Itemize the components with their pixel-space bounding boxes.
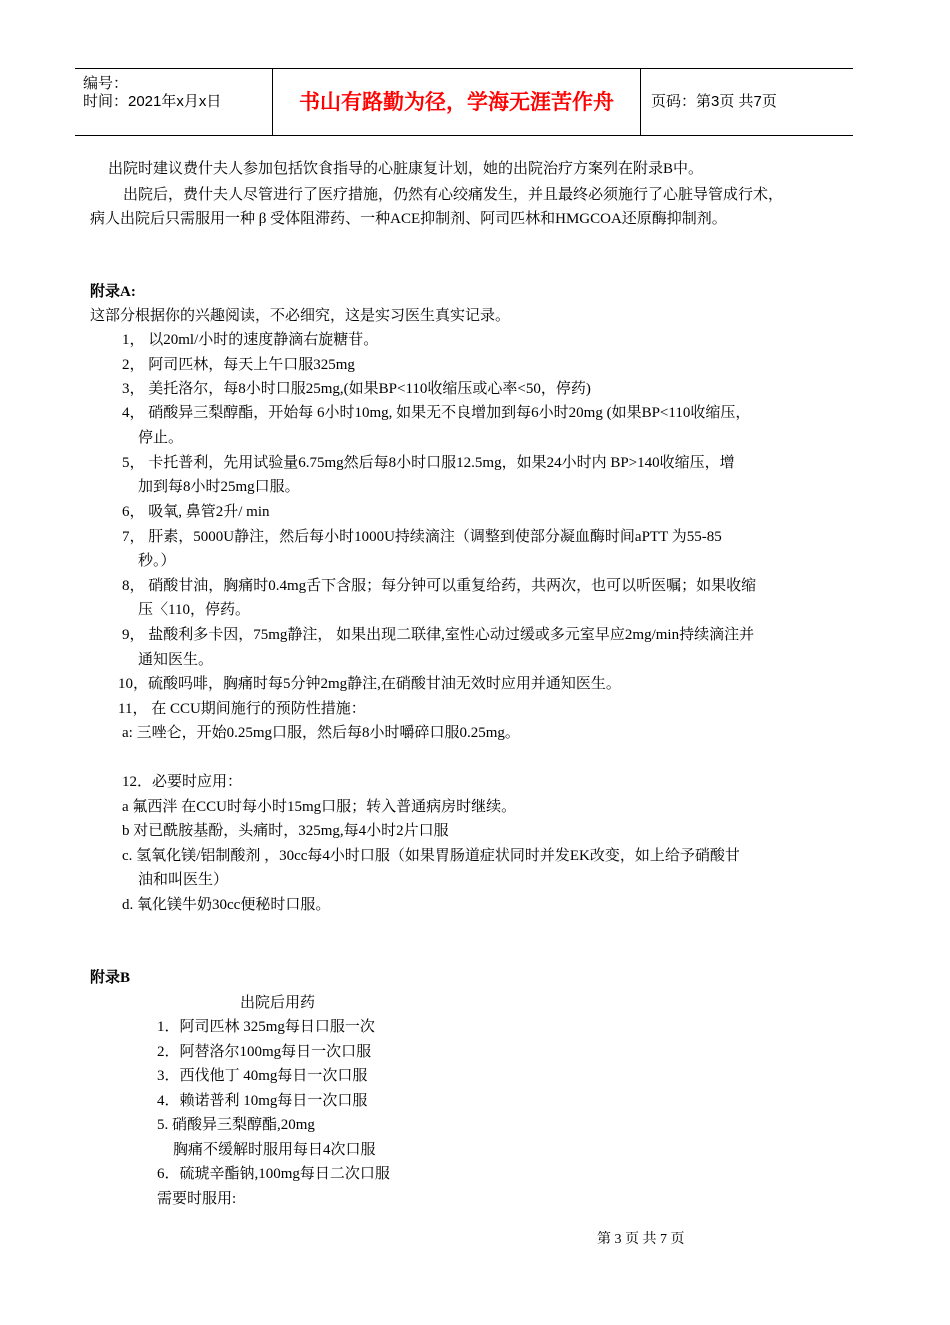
list-item: 5， 卡托普利，先用试验量6.75mg然后每8小时口服12.5mg，如果24小时内 BP>140收缩压，增 (122, 455, 735, 471)
header-page-info: 页码：第3页 共7页 (651, 93, 777, 110)
appendix-a-title: 附录A: (90, 284, 136, 300)
intro-paragraph-2-cont: 病人出院后只需服用一种 β 受体阻滞药、一种ACE抑制剂、阿司匹林和HMGCOA还原酶抑制剂。 (90, 211, 727, 227)
list-item: 10，硫酸吗啡，胸痛时每5分钟2mg静注,在硝酸甘油无效时应用并通知医生。 (118, 676, 621, 692)
list-item-cont: 停止。 (138, 430, 184, 446)
list-item: 2， 阿司匹林，每天上午口服325mg (122, 357, 355, 373)
list-item-cont: 通知医生。 (138, 652, 214, 668)
list-item: 需要时服用: (157, 1191, 237, 1207)
list-item: 1．阿司匹林 325mg每日口服一次 (157, 1019, 375, 1035)
list-item-cont: 秒。） (138, 553, 176, 569)
appendix-a-note: 这部分根据你的兴趣阅读，不必细究，这是实习医生真实记录。 (90, 308, 511, 324)
list-item: 3， 美托洛尔，每8小时口服25mg,(如果BP<110收缩压或心率<50，停药) (122, 381, 591, 397)
header-meta-cell (75, 69, 273, 135)
list-item: 3．西伐他丁 40mg每日一次口服 (157, 1068, 368, 1084)
list-item: 6．硫琥辛酯钠,100mg每日二次口服 (157, 1166, 390, 1182)
list-item-cont: 加到每8小时25mg口服。 (138, 479, 300, 495)
list-item: 2．阿替洛尔100mg每日一次口服 (157, 1044, 372, 1060)
doc-time-label: 时间：2021年x月x日 (83, 93, 222, 110)
list-item: a 氟西泮 在CCU时每小时15mg口服；转入普通病房时继续。 (122, 799, 517, 815)
list-item: 5. 硝酸异三梨醇酯,20mg (157, 1117, 315, 1133)
list-item: 9， 盐酸利多卡因，75mg静注， 如果出现二联律,室性心动过缓或多元室早应2mg/min持续滴注并 (122, 627, 755, 643)
list-item: b 对已酰胺基酚，头痛时，325mg,每4小时2片口服 (122, 823, 449, 839)
appendix-b-subtitle: 出院后用药 (240, 995, 316, 1011)
page-footer: 第 3 页 共 7 页 (597, 1232, 685, 1247)
list-item: a: 三唑仑，开始0.25mg口服，然后每8小时嚼碎口服0.25mg。 (122, 725, 520, 741)
list-item: 4．赖诺普利 10mg每日一次口服 (157, 1093, 368, 1109)
list-item: d. 氧化镁牛奶30cc便秘时口服。 (122, 897, 331, 913)
list-item-cont: 胸痛不缓解时服用每日4次口服 (173, 1142, 376, 1158)
list-item: 8， 硝酸甘油，胸痛时0.4mg舌下含服；每分钟可以重复给药，共两次，也可以听医嘱；如果收缩 (122, 578, 757, 594)
list-item: 11， 在 CCU期间施行的预防性措施： (118, 701, 366, 717)
header-motto: 书山有路勤为径，学海无涯苦作舟 (273, 69, 641, 135)
list-item: 1， 以20ml/小时的速度静滴右旋糖苷。 (122, 332, 379, 348)
page-header (75, 68, 853, 136)
list-item: 7， 肝素，5000U静注，然后每小时1000U持续滴注（调整到使部分凝血酶时间aPTT 为55-85 (122, 529, 722, 545)
list-item: 4， 硝酸异三梨醇酯，开始每 6小时10mg, 如果无不良增加到每6小时20mg (如果BP<110收缩压， (122, 405, 751, 421)
list-item: 6， 吸氧, 鼻管2升/ min (122, 504, 270, 520)
list-item-cont: 压〈110，停药。 (138, 602, 250, 618)
list-item: c. 氢氧化镁/铝制酸剂 ，30cc每4小时口服（如果胃肠道症状同时并发EK改变，如上给予硝酸甘 (122, 848, 740, 864)
list-item: 12．必要时应用： (122, 774, 243, 790)
intro-paragraph-1: 出院时建议费什夫人参加包括饮食指导的心脏康复计划，她的出院治疗方案列在附录B中。 (108, 161, 704, 177)
intro-paragraph-2: 出院后，费什夫人尽管进行了医疗措施，仍然有心绞痛发生，并且最终必须施行了心脏导管成行术， (123, 187, 784, 203)
list-item-cont: 油和叫医生） (138, 872, 229, 888)
doc-number-label: 编号： (83, 75, 129, 92)
appendix-b-title: 附录B (90, 970, 131, 986)
